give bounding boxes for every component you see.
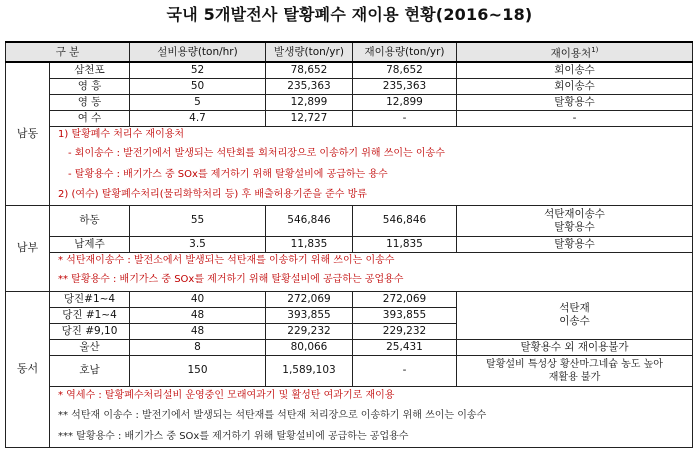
table-row [6, 291, 693, 307]
table-header-row [6, 42, 693, 62]
table-row [6, 339, 693, 355]
capacity-value: 48 [130, 323, 266, 339]
capacity-value: 52 [130, 62, 266, 79]
generated-value: 546,846 [266, 205, 353, 236]
generated-value: 229,232 [266, 323, 353, 339]
region-nambu: 남부 [6, 205, 50, 291]
plant-name: 울산 [50, 339, 130, 355]
generated-value: 12,899 [266, 94, 353, 110]
table-row [6, 94, 693, 110]
reused-value: - [353, 110, 457, 126]
reused-value: 393,855 [353, 307, 457, 323]
plant-name: 당진 #9,10 [50, 323, 130, 339]
header-reuse-destination: 재이용처$^{1)}$ [457, 42, 693, 62]
footnote-namdong-4: 2) (여수) 탈황폐수처리(물리화학처리 등) 후 배출허용기준을 준수 방류 [50, 185, 693, 206]
reused-value: 235,363 [353, 78, 457, 94]
reuse-destination-group: 석탄재 이송수 [457, 291, 693, 339]
plant-name: 삼천포 [50, 62, 130, 79]
capacity-value: 40 [130, 291, 266, 307]
generated-value: 80,066 [266, 339, 353, 355]
footnote-namdong-2: - 회이송수 : 발전기에서 발생되는 석탄회를 회처리장으로 이송하기 위해 쓰이는 이송수 [50, 144, 693, 165]
generated-value: 12,727 [266, 110, 353, 126]
generated-value: 272,069 [266, 291, 353, 307]
capacity-value: 48 [130, 307, 266, 323]
reuse-destination: - [457, 110, 693, 126]
footnote-namdong-3: - 탈황용수 : 배기가스 중 SOx를 제거하기 위해 탈황설비에 공급하는 용수 [50, 165, 693, 185]
reuse-destination: 석탄재이송수 탈황용수 [457, 205, 693, 236]
capacity-value: 5 [130, 94, 266, 110]
plant-name: 여 수 [50, 110, 130, 126]
reused-value: 272,069 [353, 291, 457, 307]
capacity-value: 8 [130, 339, 266, 355]
footnote-nambu-1: * 석탄재이송수 : 발전소에서 발생되는 석탄재를 이송하기 위해 쓰이는 이송수 [50, 252, 693, 269]
capacity-value: 50 [130, 78, 266, 94]
reused-value: 229,232 [353, 323, 457, 339]
reused-value: 11,835 [353, 236, 457, 252]
reused-value: - [353, 355, 457, 386]
capacity-value: 150 [130, 355, 266, 386]
reused-value: 25,431 [353, 339, 457, 355]
plant-name: 영 동 [50, 94, 130, 110]
reused-value: 546,846 [353, 205, 457, 236]
table-row [6, 355, 693, 386]
reuse-destination: 탈황용수 [457, 94, 693, 110]
footnote-marker: 1) [591, 46, 599, 54]
page-title: 국내 5개발전사 탈황폐수 재이용 현황(2016~18) [166, 5, 533, 24]
reused-value: 12,899 [353, 94, 457, 110]
plant-name: 영 흥 [50, 78, 130, 94]
plant-name: 당진#1~4 [50, 291, 130, 307]
capacity-value: 4.7 [130, 110, 266, 126]
plant-name: 호남 [50, 355, 130, 386]
table-row [6, 62, 693, 79]
generated-value: 235,363 [266, 78, 353, 94]
header-capacity: 설비용량(ton/hr) [130, 42, 266, 62]
reuse-destination: 회이송수 [457, 62, 693, 79]
footnote-dongseo-2: ** 석탄재 이송수 : 발전기에서 발생되는 석탄재를 석탄재 처리장으로 이송하기 위해 쓰이는 이송수 [50, 405, 693, 427]
plant-name: 남제주 [50, 236, 130, 252]
table-row [6, 110, 693, 126]
region-dongseo: 동서 [6, 291, 50, 447]
reused-value: 78,652 [353, 62, 457, 79]
region-namdong: 남동 [6, 62, 50, 206]
footnote-dongseo-3: *** 탈황용수 : 배기가스 중 SOx를 제거하기 위해 탈황설비에 공급하는 공업용수 [50, 427, 693, 448]
generated-value: 78,652 [266, 62, 353, 79]
plant-name: 하동 [50, 205, 130, 236]
header-generated: 발생량(ton/yr) [266, 42, 353, 62]
header-reused: 재이용량(ton/yr) [353, 42, 457, 62]
generated-value: 393,855 [266, 307, 353, 323]
table-row [6, 236, 693, 252]
reuse-destination: 탈황용수 외 재이용불가 [457, 339, 693, 355]
reuse-destination: 회이송수 [457, 78, 693, 94]
generated-value: 11,835 [266, 236, 353, 252]
header-category: 구 분 [6, 42, 130, 62]
footnote-dongseo-1: * 역세수 : 탈황폐수처리설비 운영중인 모래여과기 및 활성탄 여과기로 재이용 [50, 386, 693, 405]
plant-name: 당진 #1~4 [50, 307, 130, 323]
table-row [6, 78, 693, 94]
reuse-destination: 탈황용수 [457, 236, 693, 252]
table-row [6, 205, 693, 236]
capacity-value: 3.5 [130, 236, 266, 252]
footnote-nambu-2: ** 탈황용수 : 배기가스 중 SOx를 제거하기 위해 탈황설비에 공급하는 공업용수 [50, 269, 693, 292]
reuse-destination: 탈황설비 특성상 황산마그네슘 농도 높아 재활용 불가 [457, 355, 693, 386]
reuse-status-table [5, 41, 693, 448]
generated-value: 1,589,103 [266, 355, 353, 386]
footnote-namdong-1: 1) 탈황폐수 처리수 재이용처 [50, 126, 693, 144]
capacity-value: 55 [130, 205, 266, 236]
